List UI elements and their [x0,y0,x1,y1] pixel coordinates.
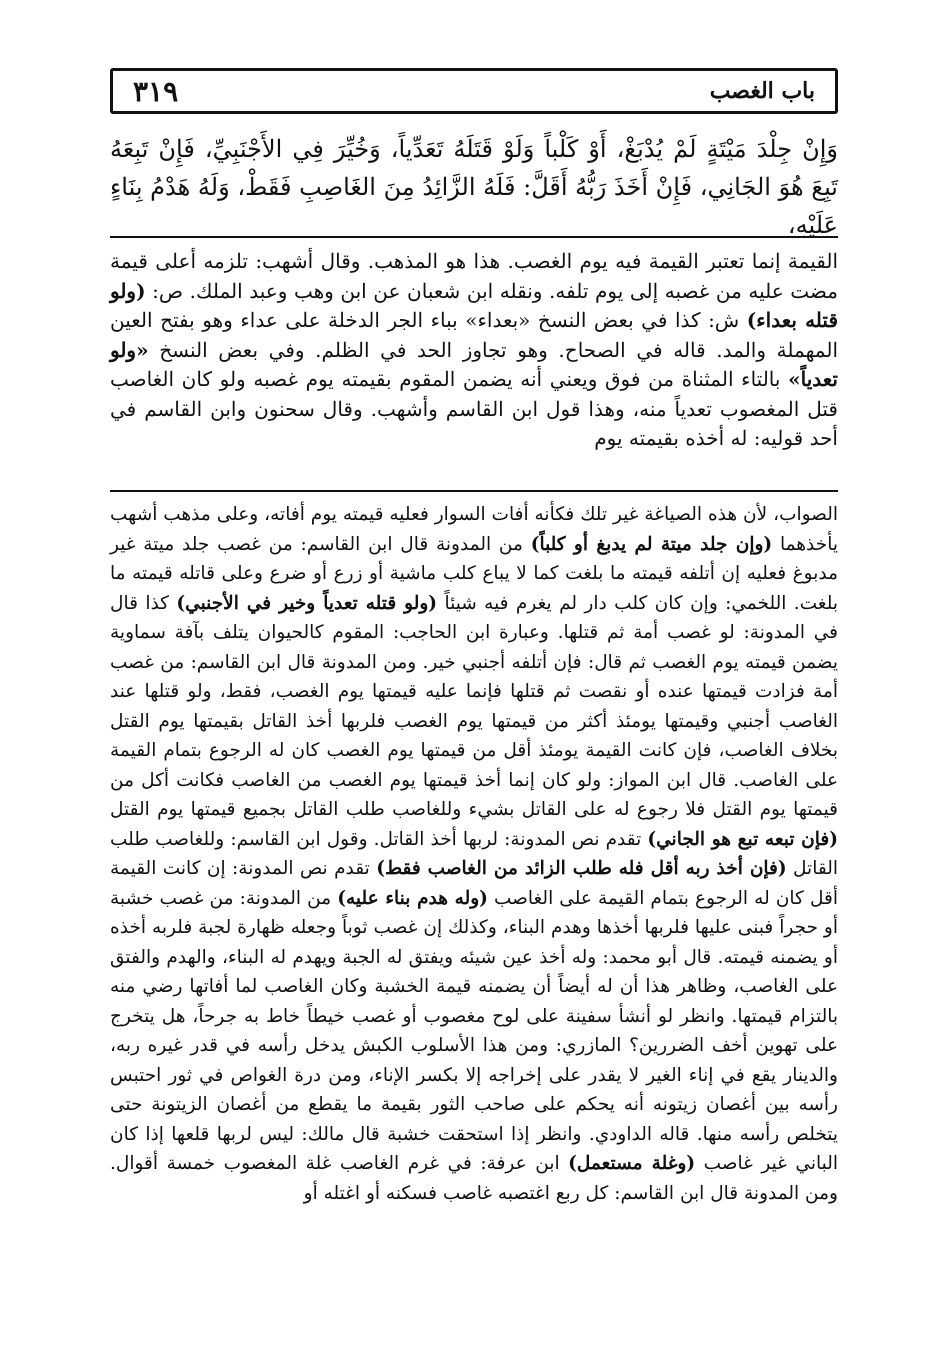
page-number: ٣١٩ [133,74,179,108]
hashiya-text: من المدونة قال ابن القاسم: من غصب جلد ميتة غير مدبوغ فعليه إن أتلفه قيمته ما بلغت كما لا يباع كلب ماشية أو زرع أو ضرع وعلى قاتله قيمته ما بلغت. اللخمي: وإن كان كلب دار لم يغرم فيه شيئاً [110,533,839,614]
hashiya-quote: (فإن تبعه تبع هو الجاني) [647,828,838,850]
sharh-sad-marker: ص: [145,278,184,303]
hashiya-text: من المدونة: من غصب خشبة أو حجراً فبنى عليها فلربها أخذها وهدم البناء، وكذلك إن غصب ثوباً وجعله ظهارة لجبة فلربه أخذه أو يضمنه قيمته. قال أبو محمد: وله أخذ عين شيئه ويفتق له الجبة ويهدم له البناء، والهدم والفتق على الغاصب، وظاهر هذا أن له أيضاً أن يضمنه قيمة الخشبة وكان الغاصب لما أفاتها رضي منه بالتزام قيمتها. وانظر لو أنشأ سفينة على لوح مغصوب أو غصب خيطاً خاط به جرحاً، هل يتخرج على تهوين أخف الضررين؟ المازري: ومن هذا الأسلوب الكبش يدخل رأسه في قدر غيره ربه، والدينار يقع في إناء الغير لا يقدر على إخراجه إلا بكسر الإناء، ومن درة الغواص في ثور احتبس رأسه بين أغصان زيتونه أنه يحكم على صاحب الثور بقيمة ما يقطع من أغصان الزيتونة حتى يتخلص رأسه منها. قاله الداودي. وانظر إذا استحقت خشبة قال مالك: ليس لربها قلعها إذا كان الباني غير غاصب [110,887,838,1174]
hashiya-text: الصواب، لأن هذه الصياغة غير تلك فكأنه أفات السوار فعليه قيمته يوم أفاته، وعلى مذهب أشهب يأخذهما [110,504,838,555]
matn-divider [110,236,838,238]
matn-text-block [110,130,838,244]
sharh-quote: (ولو قتله بعداء) [110,278,839,332]
hashiya-quote: (ولو قتله تعدياً وخير في الأجنبي) [176,592,438,614]
hashiya-quote: (وغلة مستعمل) [568,1153,696,1174]
sharh-text: بالتاء المثناة من فوق ويعني أنه يضمن المقوم بقيمته يوم غصبه ولو كان الغاصب قتل المغصوب تعدياً منه، وهذا قول ابن القاسم وأشهب. وقال سحنون وابن القاسم في أحد قوليه: له أخذه بقيمته يوم [110,367,838,450]
sharh-text: ش: كذا في بعض النسخ «بعداء» بباء الجر الدخلة على عداء وهو بفتح العين المهملة والمد. قاله في الصحاح. وهو تجاوز الحد في الظلم. وفي بعض النسخ [110,308,838,362]
hashiya-text: ابن عرفة: في غرم الغاصب غلة المغصوب خمسة أقوال. ومن المدونة قال ابن القاسم: كل ربع اغتصبه غاصب فسكنه أو اغتله أو [110,1153,838,1204]
hashiya-footnote-block [110,500,838,1208]
hashiya-text: تقدم نص المدونة: إن كانت القيمة أقل كان له الرجوع بتمام القيمة على الغاصب [110,858,838,909]
chapter-title: باب الغصب [709,78,815,104]
footnote-divider [110,490,838,492]
sharh-commentary-block [110,247,838,454]
sharh-quote: «ولو تعدياً» [110,337,838,391]
hashiya-text: تقدم نص المدونة: لربها أخذ القاتل. وقول ابن القاسم: وللغاصب طلب القاتل [110,828,838,879]
sharh-paragraph [110,247,838,454]
hashiya-quote: (وله هدم بناء عليه) [337,887,488,909]
hashiya-quote: (فإن أخذ ربه أقل فله طلب الزائد من الغاصب فقط) [376,858,787,879]
hashiya-quote: (وإن جلد ميتة لم يدبغ أو كلباً) [530,533,773,555]
hashiya-text: كذا قال في المدونة: لو غصب أمة ثم قتلها. وعبارة ابن الحاجب: المقوم كالحيوان يتلف بآفة سماوية يضمن قيمته يوم الغصب ثم قال: فإن أتلفه أجنبي خير. ومن المدونة قال ابن القاسم: من غصب أمة فزادت قيمتها عنده أو نقصت ثم قتلها فإنما عليه قيمتها يوم الغصب، فقط، ولو قتلها عند الغاصب أجنبي وقيمتها يومئذ أكثر من قيمتها يوم الغصب فلربها أخذ القاتل بقيمتها يوم القتل بخلاف الغاصب، فإن كانت القيمة يومئذ أقل من قيمتها يوم الغصب كان له الرجوع بتمام القيمة على الغاصب. قال ابن المواز: ولو كان إنما أخذ قيمتها يوم الغصب من الغاصب فكانت أكل من قيمتها يوم القتل فلا رجوع له على القاتل بشيء وللغاصب طلب القاتل بجميع قيمتها يوم القتل [110,592,838,820]
matn-paragraph: وَإِنْ جِلْدَ مَيْتَةٍ لَمْ يُدْبَغْ، أَوْ كَلْباً وَلَوْ قَتَلَهُ تَعَدِّياً، وَخُيِّرَ فِي الأَجْنَبِيِّ، فَإِنْ تَبِعَهُ تَبِعَ هُوَ الجَانِي، فَإِنْ أَخَذَ رَبُّهُ أَقَلَّ: فَلَهُ الزَّائِدُ مِنَ الغَاصِبِ فَقَطْ، وَلَهُ هَدْمُ بِنَاءٍ عَلَيْهِ، [110,135,838,239]
page-header [110,68,838,114]
sharh-text: القيمة إنما تعتبر القيمة فيه يوم الغصب. هذا هو المذهب. وقال أشهب: تلزمه أعلى قيمة مضت عليه من غصبه إلى يوم تلفه. ونقله ابن شعبان عن ابن وهب وعبد الملك. [110,249,838,303]
hashiya-paragraph [110,500,838,1208]
